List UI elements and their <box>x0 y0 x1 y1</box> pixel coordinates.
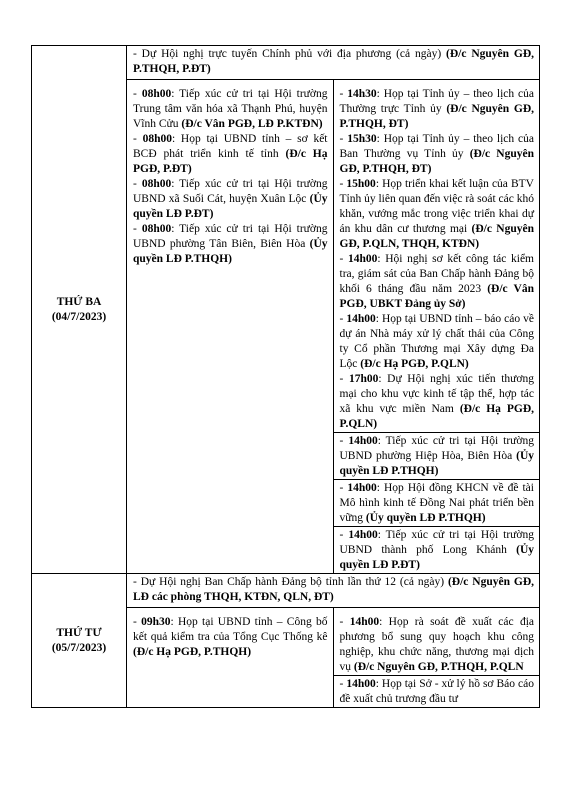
morning-cell <box>127 608 334 708</box>
entry-people: (Đ/c Nguyên GĐ, P.THQH, P.QLN <box>353 661 524 673</box>
entry-people: (Ủy quyền LĐ P.THQH) <box>339 450 534 477</box>
day-date: (04/7/2023) <box>51 310 107 323</box>
entry-people: (Đ/c Vân PGĐ, LĐ P.KTĐN) <box>181 118 323 130</box>
entry-time: 14h30 <box>347 88 377 100</box>
schedule-entry: - 14h00: Họp tại UBND tỉnh – báo cáo về dự án Nhà máy xử lý chất thải của Công ty Cổ phần Thương mại Xây dựng Đa Lộc (Đ/c Hạ PGĐ, P.QLN) <box>339 313 534 370</box>
entry-time: 08h00 <box>141 223 172 235</box>
entry-text: : Họp tại Tỉnh ủy – theo lịch của Thường trực Tỉnh ủy <box>339 88 534 115</box>
schedule-entry: - 14h00: Họp tại Sở - xử lý hồ sơ Báo cáo đề xuất chủ trương đầu tư <box>334 675 540 707</box>
day-cell <box>32 574 127 708</box>
entry-text: : Họp rà soát đề xuất các địa phương bổ sung quy hoạch khu công nghiệp, khu chức năng, thương mại dịch vụ <box>339 616 534 673</box>
day-row-full <box>32 46 540 80</box>
entry-time: 09h30 <box>141 616 171 628</box>
afternoon-cell <box>333 608 540 708</box>
entry-time: 14h00 <box>346 678 376 690</box>
schedule-entry: - 14h00: Hội nghị sơ kết công tác kiểm tra, giám sát của Ban Chấp hành Đảng bộ khối 6 tháng đầu năm 2023 (Đ/c Vân PGĐ, UBKT Đảng ủy Sở) <box>339 253 534 310</box>
full-day-text: - Dự Hội nghị trực tuyến Chính phủ với địa phương (cả ngày) <box>133 48 447 60</box>
entry-text: : Hội nghị sơ kết công tác kiểm tra, giám sát của Ban Chấp hành Đảng bộ khối 6 tháng đầu năm 2023 <box>339 253 534 295</box>
schedule-entry: - 14h00: Họp rà soát đề xuất các địa phương bổ sung quy hoạch khu công nghiệp, khu chức năng, thương mại dịch vụ (Đ/c Nguyên GĐ, P.THQH, P.QLN <box>339 616 534 673</box>
schedule-entry: - 15h00: Họp triển khai kết luận của BTV Tỉnh ủy liên quan đến việc rà soát các khó khăn, vướng mắc trong việc triển khai dự án khu dân cư thương mại (Đ/c Nguyên GĐ, P.QLN, THQH, KTĐN) <box>339 178 534 250</box>
schedule-entry: - 09h30: Họp tại UBND tỉnh – Công bố kết quả kiểm tra của Tổng Cục Thống kê (Đ/c Hạ PGĐ, P.THQH) <box>133 616 328 658</box>
entry-text: : Họp triển khai kết luận của BTV Tỉnh ủy liên quan đến việc rà soát các khó khăn, vướng mắc trong việc triển khai dự án khu dân cư thương mại <box>339 178 534 235</box>
entry-time: 17h00 <box>348 373 379 385</box>
afternoon-cell <box>333 80 540 574</box>
entry-people: (Đ/c Hạ PGĐ, P.THQH) <box>133 646 252 658</box>
full-day-people: (Đ/c Nguyên GĐ, LĐ các phòng THQH, KTĐN, QLN, ĐT) <box>133 576 534 603</box>
full-day-entry <box>127 46 539 79</box>
entry-text: : Tiếp xúc cử tri tại Hội trường UBND thành phố Long Khánh <box>339 529 534 556</box>
entry-people: (Đ/c Vân PGĐ, UBKT Đảng ủy Sở) <box>339 283 534 310</box>
entry-text: : Dự Hội nghị xúc tiến thương mại cho khu vực kinh tế tập thể, hợp tác xã khu vực miền Nam <box>339 373 534 415</box>
day-name: THỨ TƯ <box>56 626 102 639</box>
day-row-full <box>32 574 540 608</box>
entry-time: 14h00 <box>348 435 378 447</box>
entry-text: : Họp tại Tỉnh ủy – theo lịch của Ban Thường vụ Tỉnh ủy <box>339 133 534 160</box>
entry-people: (Đ/c Nguyên GĐ, P.QLN, THQH, KTĐN) <box>339 223 534 250</box>
entry-time: 14h00 <box>348 529 378 541</box>
entry-people: (Ủy quyền LĐ P.ĐT) <box>133 193 328 220</box>
entry-text: : Họp tại Sở - xử lý hồ sơ Báo cáo đề xuất chủ trương đầu tư <box>339 678 534 705</box>
morning-cell <box>127 80 334 574</box>
entry-people: (Ủy quyền LĐ P.ĐT) <box>339 544 534 571</box>
entry-text: : Họp tại UBND tỉnh – Công bố kết quả kiểm tra của Tổng Cục Thống kê <box>133 616 328 643</box>
entry-text: : Họp tại UBND tỉnh – báo cáo về dự án Nhà máy xử lý chất thải của Công ty Cổ phần Thương mại Xây dựng Đa Lộc <box>339 313 534 370</box>
entry-text: : Tiếp xúc cử tri tại Hội trường UBND xã Suối Cát, huyện Xuân Lộc <box>133 178 328 205</box>
schedule-entry: - 15h30: Họp tại Tỉnh ủy – theo lịch của Ban Thường vụ Tỉnh ủy (Đ/c Nguyên GĐ, P.THQH, ĐT) <box>339 133 534 175</box>
entry-time: 14h00 <box>347 482 377 494</box>
entry-text: : Họp Hội đồng KHCN về đề tài Mô hình kinh tế Đồng Nai phát triển bền vững <box>339 482 534 524</box>
entry-time: 14h00 <box>347 253 378 265</box>
entry-time: 14h00 <box>349 616 380 628</box>
schedule-entry: - 08h00: Tiếp xúc cử tri tại Hội trường UBND xã Suối Cát, huyện Xuân Lộc (Ủy quyền LĐ P.ĐT) <box>133 178 328 220</box>
entry-people: (Ủy quyền LĐ P.THQH) <box>133 238 328 265</box>
schedule-entry: - 08h00: Tiếp xúc cử tri tại Hội trường Trung tâm văn hóa xã Thạnh Phú, huyện Vĩnh Cửu (Đ/c Vân PGĐ, LĐ P.KTĐN) <box>133 88 328 130</box>
day-name: THỨ BA <box>56 295 102 308</box>
schedule-entry: - 08h00: Họp tại UBND tỉnh – sơ kết BCĐ phát triển kinh tế tỉnh (Đ/c Hạ PGĐ, P.ĐT) <box>133 133 328 175</box>
entry-time: 08h00 <box>142 133 172 145</box>
schedule-table <box>31 45 540 708</box>
entry-people: (Đ/c Nguyên GĐ, P.THQH, ĐT) <box>339 148 534 175</box>
schedule-entry: - 14h00: Tiếp xúc cử tri tại Hội trường UBND thành phố Long Khánh (Ủy quyền LĐ P.ĐT) <box>334 526 540 573</box>
schedule-entry: - 14h00: Tiếp xúc cử tri tại Hội trường UBND phường Hiệp Hòa, Biên Hòa (Ủy quyền LĐ P.THQH) <box>334 432 540 479</box>
schedule-entry: - 14h00: Họp Hội đồng KHCN về đề tài Mô hình kinh tế Đồng Nai phát triển bền vững (Ủy quyền LĐ P.THQH) <box>334 479 540 526</box>
full-day-text: - Dự Hội nghị Ban Chấp hành Đảng bộ tỉnh lần thứ 12 (cả ngày) <box>133 576 448 588</box>
schedule-entry: - 08h00: Tiếp xúc cử tri tại Hội trường UBND phường Tân Biên, Biên Hòa (Ủy quyền LĐ P.THQH) <box>133 223 328 265</box>
entry-time: 14h00 <box>346 313 376 325</box>
day-date: (05/7/2023) <box>51 641 107 654</box>
entry-time: 15h30 <box>347 133 377 145</box>
entry-time: 08h00 <box>141 178 172 190</box>
day-cell <box>32 46 127 574</box>
full-day-cell <box>127 574 540 608</box>
entry-people: (Đ/c Nguyên GĐ, P.THQH, ĐT) <box>339 103 534 130</box>
entry-time: 15h00 <box>346 178 376 190</box>
full-day-people: (Đ/c Nguyên GĐ, P.THQH, P.ĐT) <box>133 48 534 75</box>
schedule-entry: - 17h00: Dự Hội nghị xúc tiến thương mại cho khu vực kinh tế tập thể, hợp tác xã khu vực miền Nam (Đ/c Hạ PGĐ, P.QLN) <box>339 373 534 430</box>
full-day-cell <box>127 46 540 80</box>
entry-text: : Tiếp xúc cử tri tại Hội trường UBND phường Hiệp Hòa, Biên Hòa <box>339 435 534 462</box>
entry-text: : Tiếp xúc cử tri tại Hội trường UBND phường Tân Biên, Biên Hòa <box>133 223 328 250</box>
schedule-body <box>32 46 540 708</box>
entry-text: : Tiếp xúc cử tri tại Hội trường Trung tâm văn hóa xã Thạnh Phú, huyện Vĩnh Cửu <box>133 88 328 130</box>
entry-text: : Họp tại UBND tỉnh – sơ kết BCĐ phát triển kinh tế tỉnh <box>133 133 328 160</box>
schedule-entry: - 14h30: Họp tại Tỉnh ủy – theo lịch của Thường trực Tỉnh ủy (Đ/c Nguyên GĐ, P.THQH, ĐT) <box>339 88 534 130</box>
entry-people: (Đ/c Hạ PGĐ, P.QLN) <box>360 358 469 370</box>
entry-people: (Đ/c Hạ PGĐ, P.ĐT) <box>133 148 328 175</box>
full-day-entry <box>127 574 539 607</box>
entry-people: (Đ/c Hạ PGĐ, P.QLN) <box>339 403 534 430</box>
entry-time: 08h00 <box>141 88 172 100</box>
entry-people: (Ủy quyền LĐ P.THQH) <box>365 512 486 524</box>
